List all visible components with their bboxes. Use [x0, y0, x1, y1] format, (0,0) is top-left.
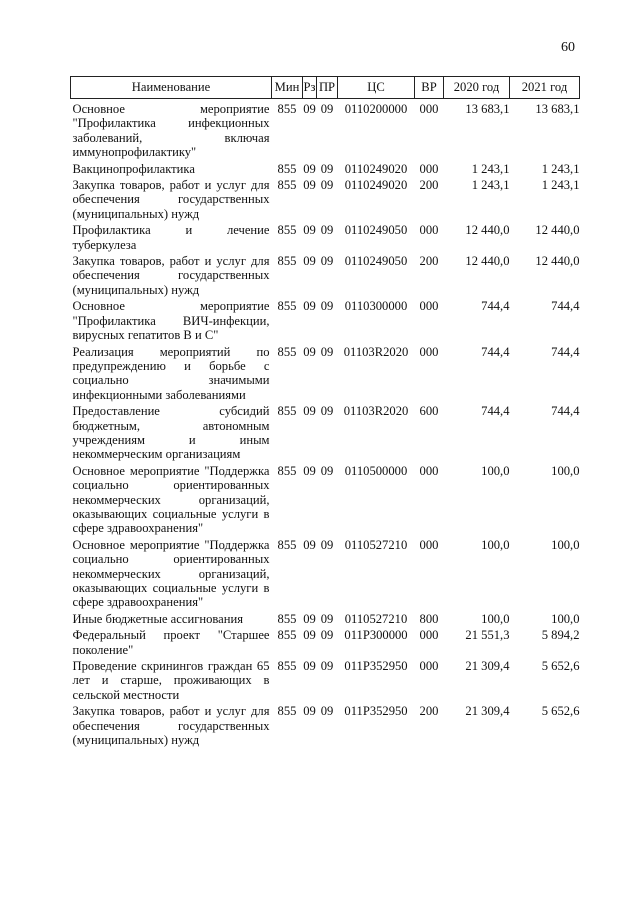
- row-cs: 01103R2020: [343, 404, 409, 419]
- row-vr: 000: [419, 102, 439, 116]
- row-rz: 09: [303, 628, 316, 643]
- row-rz: 09: [303, 537, 316, 552]
- row-vr: 000: [419, 463, 439, 478]
- row-2020: 1 243,1: [471, 161, 510, 176]
- row-2021: 744,4: [551, 299, 580, 314]
- row-rz: 09: [303, 299, 316, 314]
- row-2020: 100,0: [481, 537, 510, 552]
- row-name: Предоставление субсидий бюджетным, автономным учреждениям и иным некоммерческим организациям: [72, 404, 270, 462]
- row-vr: 200: [419, 178, 439, 193]
- row-pr: 09: [320, 704, 334, 719]
- row-2020: 13 683,1: [465, 102, 510, 116]
- row-rz: 09: [303, 404, 316, 419]
- row-pr: 09: [320, 537, 334, 552]
- header-min: Мин: [272, 77, 303, 99]
- row-vr: 200: [419, 704, 439, 719]
- table-header-row: [71, 77, 580, 99]
- row-name: Основное мероприятие "Поддержка социально ориентированных некоммерческих организаций, оказывающих социальные услуги в сфере здравоохранения": [72, 537, 270, 610]
- row-cs: 0110249020: [344, 161, 408, 176]
- row-pr: 09: [320, 161, 334, 176]
- row-min: 855: [277, 404, 297, 419]
- row-rz: 09: [303, 161, 316, 176]
- table-row: [71, 464, 580, 538]
- row-cs: 0110249050: [344, 223, 408, 238]
- row-2021: 5 652,6: [541, 659, 580, 674]
- header-cs: ЦС: [338, 77, 415, 99]
- row-name: Закупка товаров, работ и услуг для обеспечения государственных (муниципальных) нужд: [72, 704, 270, 748]
- row-2021: 12 440,0: [535, 223, 580, 238]
- budget-table: [70, 76, 580, 749]
- row-2020: 12 440,0: [465, 223, 510, 238]
- row-vr: 000: [419, 299, 439, 314]
- row-name: Закупка товаров, работ и услуг для обеспечения государственных (муниципальных) нужд: [72, 254, 270, 297]
- row-cs: 0110300000: [344, 299, 408, 314]
- row-2020: 21 551,3: [465, 628, 510, 643]
- row-pr: 09: [320, 344, 334, 359]
- row-name: Вакцинопрофилактика: [72, 161, 195, 176]
- row-2020: 744,4: [481, 299, 510, 314]
- row-min: 855: [277, 537, 297, 552]
- row-min: 855: [277, 344, 297, 359]
- row-cs: 0110249050: [344, 254, 408, 269]
- row-rz: 09: [303, 344, 316, 359]
- row-cs: 0110249020: [344, 178, 408, 193]
- row-min: 855: [277, 628, 297, 643]
- row-cs: 0110200000: [344, 102, 408, 116]
- row-cs: 011P352950: [344, 659, 408, 674]
- row-cs: 0110527210: [344, 611, 408, 626]
- row-name: Основное мероприятие "Профилактика инфекционных заболеваний, включая иммунопрофилактику": [72, 102, 270, 160]
- table-row: [71, 628, 580, 659]
- row-2020: 100,0: [481, 611, 510, 626]
- row-name: Иные бюджетные ассигнования: [72, 611, 244, 626]
- row-cs: 011P300000: [344, 628, 408, 643]
- table-row: [71, 612, 580, 628]
- row-pr: 09: [320, 223, 334, 238]
- row-pr: 09: [320, 404, 334, 419]
- row-name: Основное мероприятие "Поддержка социально ориентированных некоммерческих организаций, оказывающих социальные услуги в сфере здравоохранения": [72, 463, 270, 536]
- table-row: [71, 538, 580, 612]
- table-row: [71, 254, 580, 299]
- row-2020: 1 243,1: [471, 178, 510, 193]
- row-2021: 12 440,0: [535, 254, 580, 269]
- row-2020: 744,4: [481, 404, 510, 419]
- row-min: 855: [277, 102, 297, 116]
- row-pr: 09: [320, 178, 334, 193]
- row-2020: 100,0: [481, 463, 510, 478]
- row-min: 855: [277, 178, 297, 193]
- row-min: 855: [277, 611, 297, 626]
- table-row: [71, 659, 580, 704]
- row-cs: 01103R2020: [343, 344, 409, 359]
- header-vr: ВР: [415, 77, 444, 99]
- row-name: Проведение скринингов граждан 65 лет и старше, проживающих в сельской местности: [72, 659, 270, 702]
- row-vr: 800: [419, 611, 439, 626]
- row-2021: 744,4: [551, 344, 580, 359]
- row-vr: 000: [419, 659, 439, 674]
- row-vr: 000: [419, 537, 439, 552]
- row-name: Закупка товаров, работ и услуг для обеспечения государственных (муниципальных) нужд: [72, 178, 270, 221]
- row-pr: 09: [320, 463, 334, 478]
- row-rz: 09: [303, 223, 316, 238]
- row-vr: 000: [419, 344, 439, 359]
- row-min: 855: [277, 223, 297, 238]
- row-rz: 09: [303, 463, 316, 478]
- row-2020: 21 309,4: [465, 704, 510, 719]
- row-pr: 09: [320, 611, 334, 626]
- row-2021: 13 683,1: [535, 102, 580, 116]
- row-rz: 09: [303, 659, 316, 674]
- header-2020: 2020 год: [444, 77, 510, 99]
- row-min: 855: [277, 299, 297, 314]
- row-rz: 09: [303, 178, 316, 193]
- row-min: 855: [277, 659, 297, 674]
- header-name: Наименование: [71, 77, 272, 99]
- row-2021: 100,0: [551, 537, 580, 552]
- row-2020: 744,4: [481, 344, 510, 359]
- row-2021: 5 652,6: [541, 704, 580, 719]
- table-row: [71, 162, 580, 178]
- row-min: 855: [277, 161, 297, 176]
- row-rz: 09: [303, 704, 316, 719]
- row-pr: 09: [320, 299, 334, 314]
- row-name: Федеральный проект "Старшее поколение": [72, 628, 270, 657]
- row-2021: 1 243,1: [541, 161, 580, 176]
- row-name: Профилактика и лечение туберкулеза: [72, 223, 270, 252]
- row-vr: 000: [419, 628, 439, 643]
- row-pr: 09: [320, 628, 334, 643]
- row-cs: 0110500000: [344, 463, 408, 478]
- row-rz: 09: [303, 102, 316, 116]
- row-pr: 09: [320, 254, 334, 269]
- row-cs: 0110527210: [344, 537, 408, 552]
- row-vr: 000: [419, 161, 439, 176]
- row-rz: 09: [303, 254, 316, 269]
- table-body: [71, 99, 580, 750]
- row-2021: 1 243,1: [541, 178, 580, 193]
- table-row: [71, 299, 580, 344]
- row-min: 855: [277, 254, 297, 269]
- row-2021: 5 894,2: [541, 628, 580, 643]
- row-2021: 100,0: [551, 611, 580, 626]
- row-pr: 09: [320, 659, 334, 674]
- row-pr: 09: [320, 102, 334, 116]
- table-row: [71, 223, 580, 254]
- table-row: [71, 99, 580, 162]
- table-row: [71, 178, 580, 223]
- header-2021: 2021 год: [510, 77, 580, 99]
- row-min: 855: [277, 463, 297, 478]
- row-2021: 744,4: [551, 404, 580, 419]
- row-min: 855: [277, 704, 297, 719]
- row-vr: 000: [419, 223, 439, 238]
- header-rz: Рз: [303, 77, 317, 99]
- row-name: Реализация мероприятий по предупреждению и борьбе с социально значимыми инфекционными заболеваниями: [72, 344, 270, 402]
- row-2020: 12 440,0: [465, 254, 510, 269]
- page-number: 60: [561, 40, 575, 55]
- table-row: [71, 404, 580, 464]
- table-row: [71, 345, 580, 405]
- header-pr: ПР: [317, 77, 338, 99]
- row-name: Основное мероприятие "Профилактика ВИЧ-инфекции, вирусных гепатитов В и С": [72, 299, 270, 343]
- row-vr: 600: [419, 404, 439, 419]
- row-2020: 21 309,4: [465, 659, 510, 674]
- row-vr: 200: [419, 254, 439, 269]
- row-cs: 011P352950: [344, 704, 408, 719]
- table-row: [71, 704, 580, 749]
- row-rz: 09: [303, 611, 316, 626]
- row-2021: 100,0: [551, 463, 580, 478]
